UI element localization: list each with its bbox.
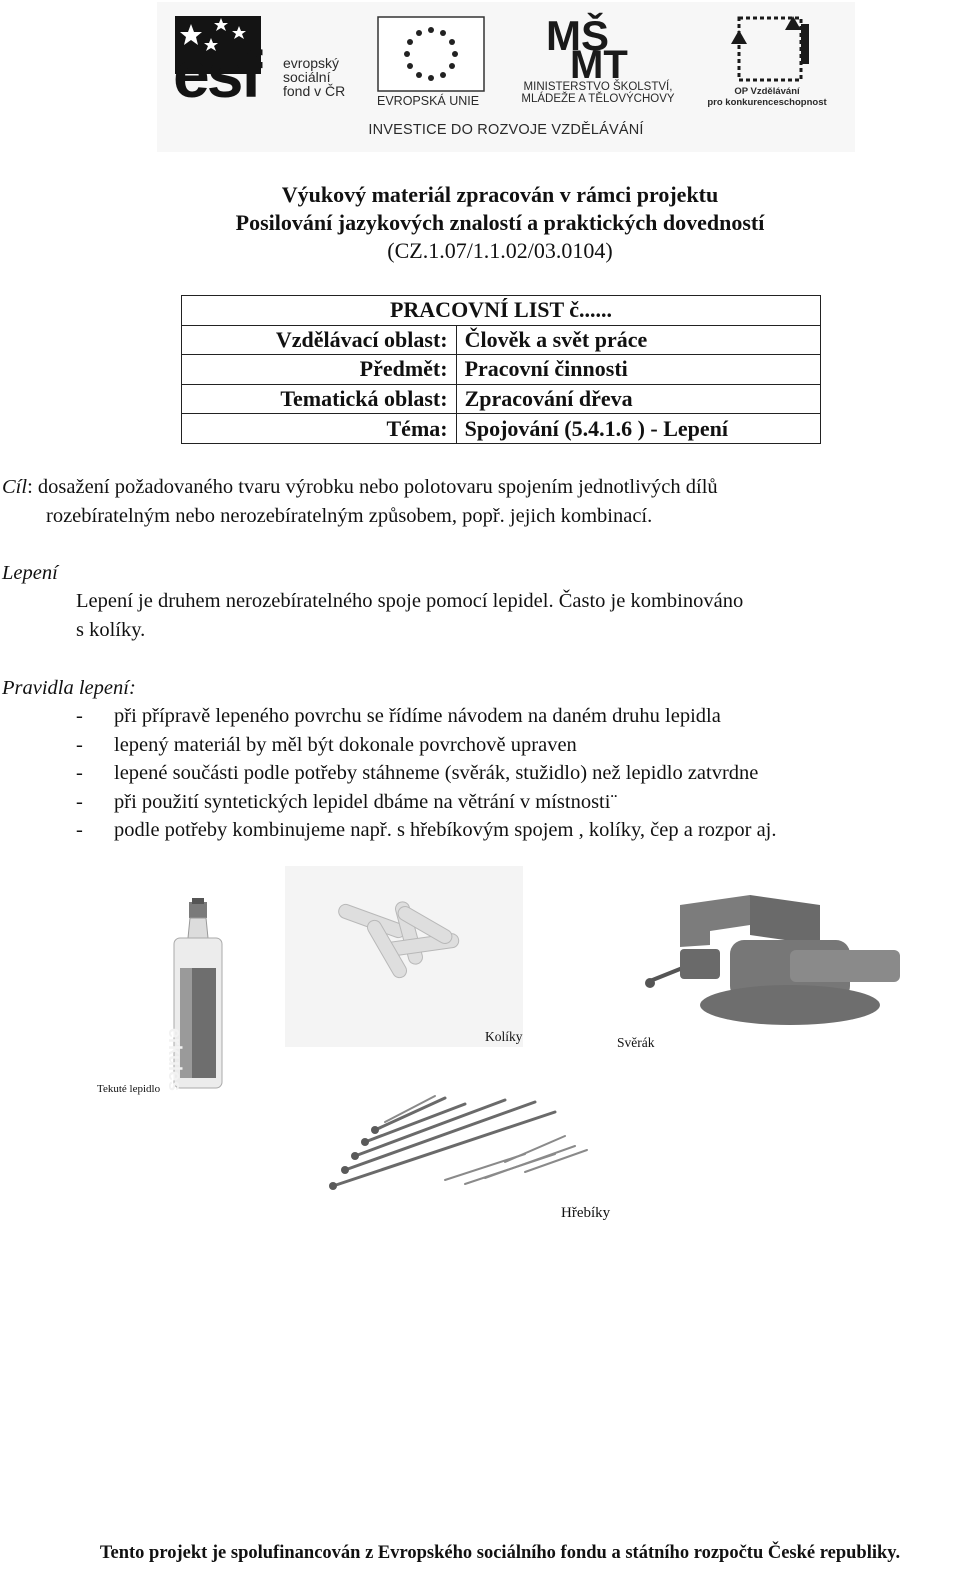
nails-label: Hřebíky: [561, 1205, 611, 1221]
worksheet-heading-row: [182, 296, 821, 326]
worksheet-heading: PRACOVNÍ LIST č......: [182, 296, 821, 326]
list-item: - při přípravě lepeného povrchu se řídíme návodem na daném druhu lepidla: [76, 705, 721, 727]
esf-subtitle: evropský sociální fond v ČR: [283, 55, 346, 99]
goal-label: Cíl: [2, 476, 28, 498]
gluing-heading: Lepení: [2, 562, 58, 584]
project-title: [0, 181, 960, 265]
gluing-line-2: s kolíky.: [76, 619, 146, 641]
svg-text:MT: MT: [570, 43, 628, 80]
worksheet-row: [182, 414, 821, 444]
svg-text:MŠ: MŠ: [546, 12, 609, 59]
glue-brand: erkules: [165, 1028, 185, 1092]
dowels-icon: [285, 866, 523, 1047]
vise-label: Svěrák: [617, 1035, 655, 1050]
worksheet-value: Spojování (5.4.1.6 ) - Lepení: [456, 414, 820, 444]
title-line-2: Posilování jazykových znalostí a praktických dovedností: [235, 210, 765, 235]
msmt-caption: MINISTERSTVO ŠKOLSTVÍ, MLÁDEŽE A TĚLOVÝCHOVY: [521, 81, 675, 105]
esf-logo: [157, 2, 372, 117]
worksheet-label: Tematická oblast:: [182, 384, 457, 414]
op-logo-icon: [729, 10, 819, 90]
invest-caption: INVESTICE DO ROZVOJE VZDĚLÁVÁNÍ: [368, 122, 644, 138]
worksheet-value: Zpracování dřeva: [456, 384, 820, 414]
rules-heading: Pravidla lepení:: [2, 677, 136, 699]
dowels-label: Kolíky: [485, 1029, 523, 1044]
vise-icon: [640, 885, 920, 1047]
esf-word: esf: [173, 37, 260, 111]
worksheet-row: [182, 325, 821, 355]
gluing-line-1: Lepení je druhem nerozebíratelného spoje pomocí lepidel. Často je kombinováno: [76, 590, 744, 612]
list-item: - lepený materiál by měl být dokonale povrchově upraven: [76, 733, 577, 756]
op-caption: OP Vzdělávání pro konkurenceschopnost: [707, 86, 827, 108]
goal-text: : dosažení požadovaného tvaru výrobku nebo polotovaru spojením jednotlivých dílů: [27, 476, 718, 498]
worksheet-label: Vzdělávací oblast:: [182, 325, 457, 355]
rules-list: [76, 702, 777, 845]
goal-line-1: [2, 473, 718, 502]
worksheet-label: Téma:: [182, 414, 457, 444]
msmt-logo-icon: [542, 10, 652, 80]
worksheet-row: [182, 355, 821, 385]
nails-icon: [325, 1092, 595, 1192]
list-item: - podle potřeby kombinujeme např. s hřebíkovým spojem , kolíky, čep a rozpor aj.: [76, 819, 777, 842]
worksheet-value: Pracovní činnosti: [456, 355, 820, 385]
worksheet-row: [182, 384, 821, 414]
worksheet-table: [181, 295, 821, 444]
list-item: - lepené součásti podle potřeby stáhneme (svěrák, stužidlo) než lepidlo zatvrdne: [76, 762, 759, 785]
eu-caption: EVROPSKÁ UNIE: [377, 94, 480, 108]
worksheet-value: Člověk a svět práce: [456, 325, 820, 355]
title-line-1: Výukový materiál zpracován v rámci projektu: [281, 182, 719, 207]
list-item: - při použití syntetických lepidel dbáme na větrání v místnosti¨: [76, 790, 618, 813]
logo-strip: [157, 2, 855, 152]
goal-line-2: rozebíratelným nebo nerozebíratelným způsobem, popř. jejich kombinací.: [46, 505, 653, 527]
eu-flag-icon: [377, 16, 487, 96]
title-line-3: (CZ.1.07/1.1.02/03.0104): [387, 238, 613, 263]
footer: Tento projekt je spolufinancován z Evropského sociálního fondu a státního rozpočtu České republiky.: [99, 1543, 901, 1563]
worksheet-label: Předmět:: [182, 355, 457, 385]
glue-label: Tekuté lepidlo: [97, 1083, 161, 1095]
